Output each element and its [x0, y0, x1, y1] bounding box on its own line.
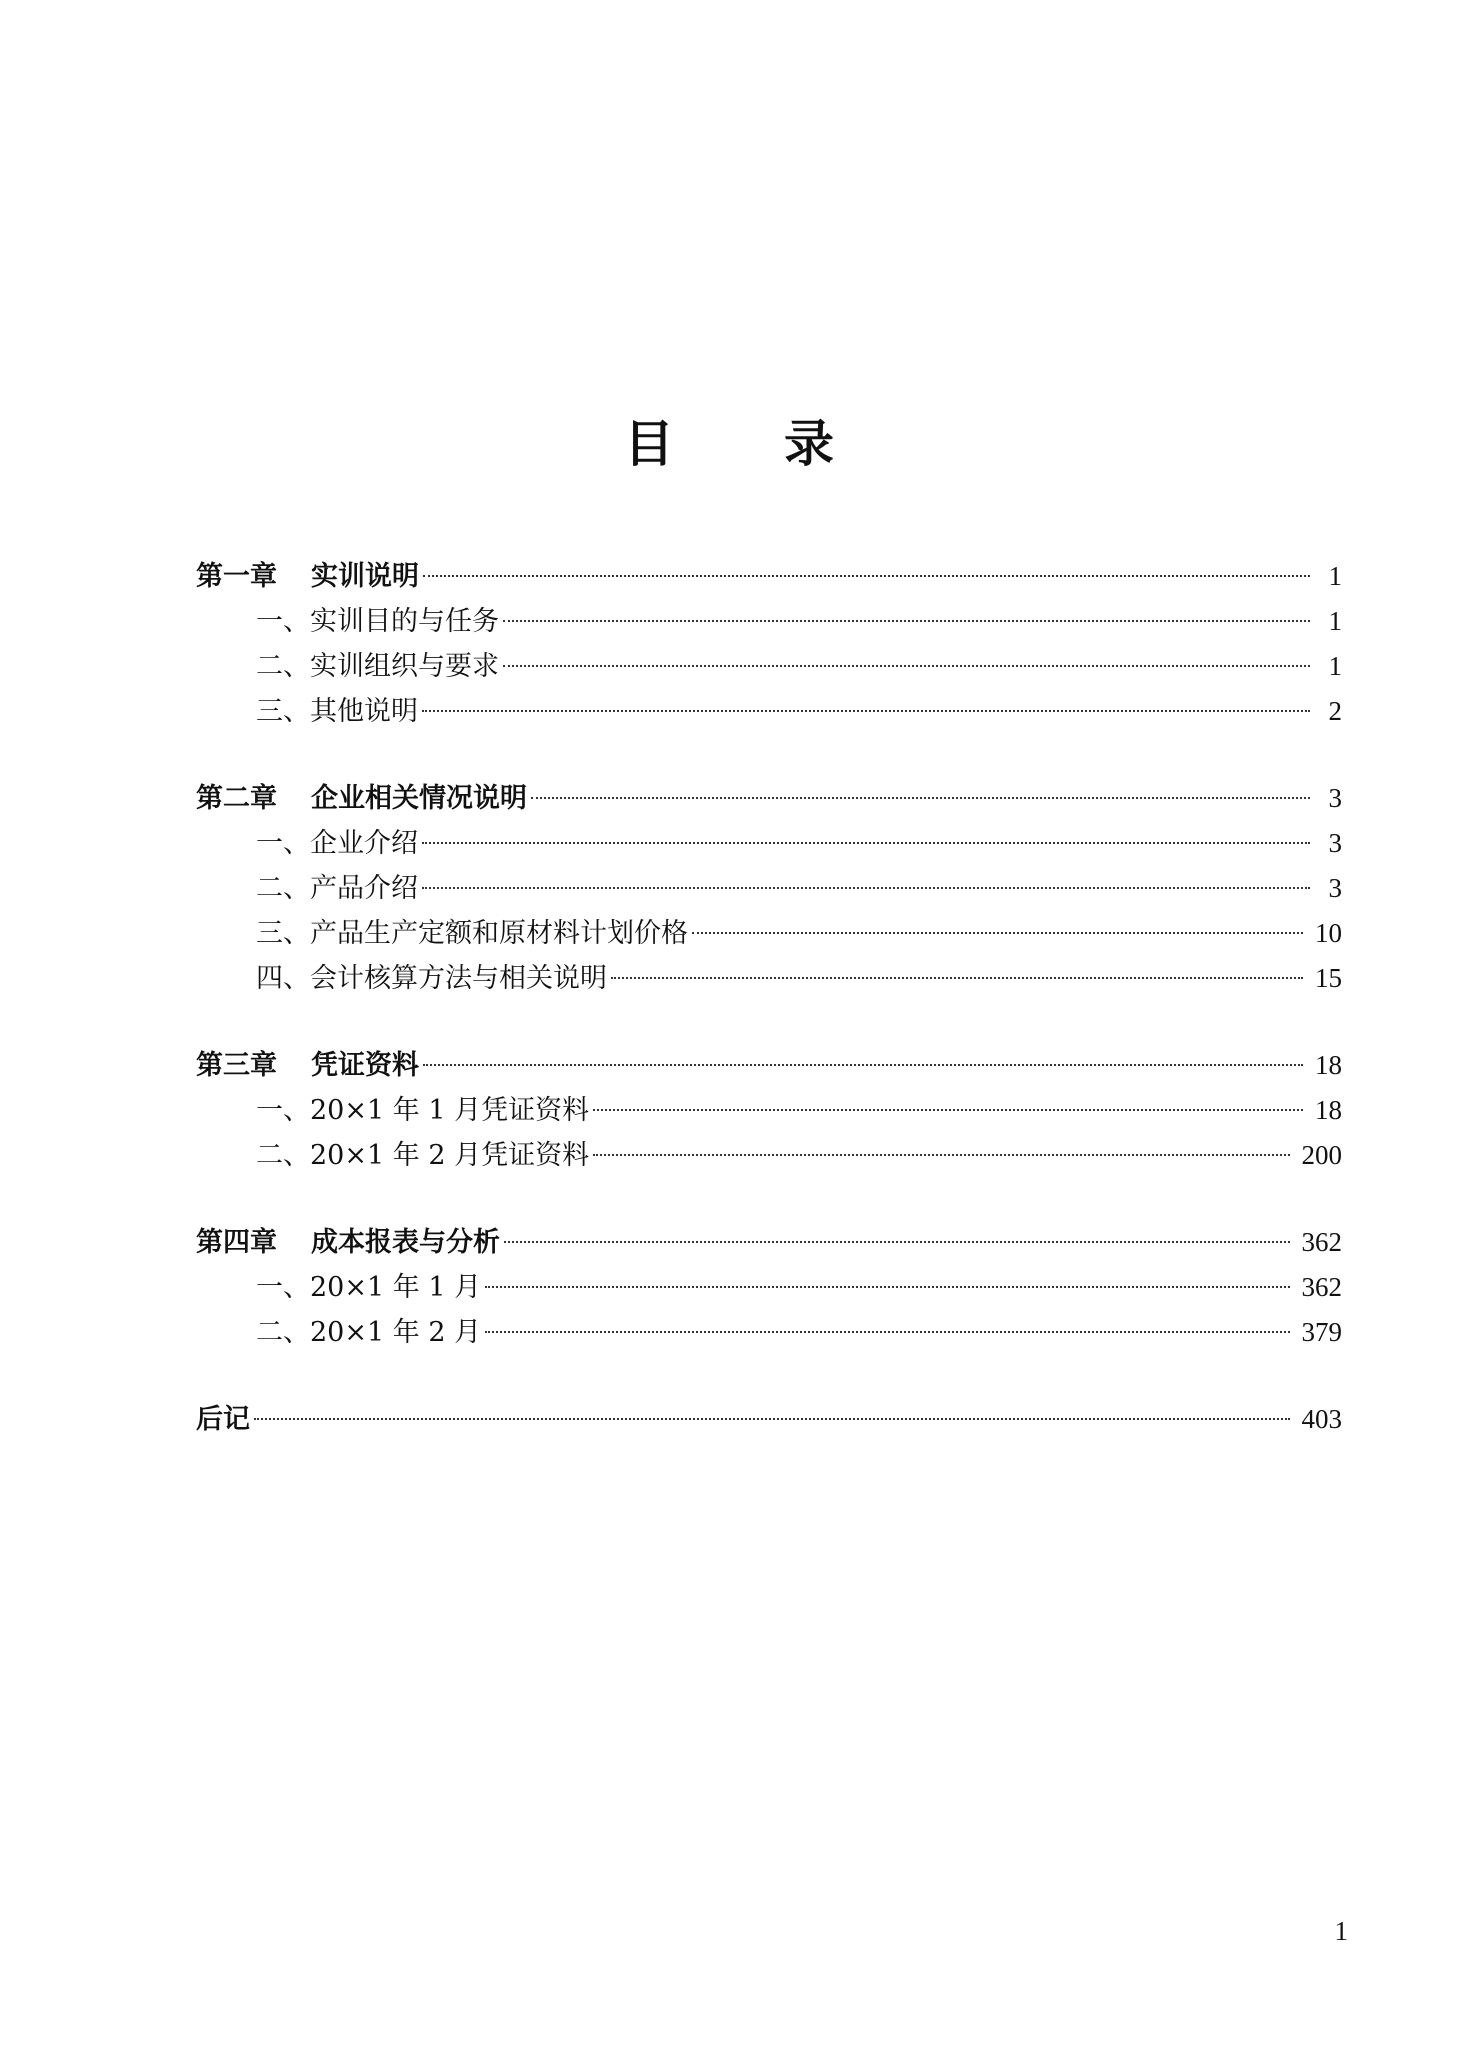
toc-afterword-row[interactable]	[196, 1397, 1342, 1442]
toc-item-title: 二、20×1 年 2 月	[256, 1317, 482, 1348]
toc-page-number: 362	[1301, 1272, 1342, 1302]
dot-leader	[503, 665, 1310, 667]
toc-section	[196, 554, 1342, 734]
toc-page-number: 18	[1315, 1050, 1342, 1080]
toc-item-row[interactable]	[196, 689, 1342, 734]
toc-page-number: 3	[1328, 873, 1342, 903]
dot-leader	[593, 1154, 1289, 1156]
toc-chapter-title: 成本报表与分析	[311, 1227, 500, 1258]
dot-leader	[423, 575, 1310, 577]
toc-item-row[interactable]	[196, 644, 1342, 689]
dot-leader	[503, 620, 1310, 622]
toc-page-number: 379	[1301, 1317, 1342, 1347]
dot-leader	[485, 1331, 1289, 1333]
toc-item-title: 一、实训目的与任务	[256, 606, 499, 637]
toc-item-row[interactable]	[196, 911, 1342, 956]
dot-leader	[611, 977, 1303, 979]
toc-item-title: 二、20×1 年 2 月凭证资料	[256, 1140, 590, 1171]
toc-item-title: 一、20×1 年 1 月凭证资料	[256, 1095, 590, 1126]
toc-item-row[interactable]	[196, 956, 1342, 1001]
toc-page-number: 15	[1315, 963, 1342, 993]
page-number: 1	[1334, 1916, 1348, 1946]
toc-page-number: 3	[1328, 828, 1342, 858]
toc-page-number: 10	[1315, 918, 1342, 948]
toc-section	[196, 1397, 1342, 1442]
toc-page-number: 1	[1328, 651, 1342, 681]
toc-item-row[interactable]	[196, 1088, 1342, 1133]
toc-chapter-row[interactable]	[196, 1043, 1342, 1088]
dot-leader	[485, 1286, 1289, 1288]
page-title: 目录	[624, 415, 944, 473]
dot-leader	[531, 797, 1310, 799]
toc-item-row[interactable]	[196, 866, 1342, 911]
toc-chapter-title: 凭证资料	[311, 1050, 419, 1081]
dot-leader	[254, 1418, 1290, 1420]
toc-chapter-row[interactable]	[196, 776, 1342, 821]
toc-chapter-title: 后记	[196, 1404, 250, 1435]
toc-chapter-number: 第三章	[196, 1050, 277, 1081]
toc-item-row[interactable]	[196, 821, 1342, 866]
toc-section	[196, 1220, 1342, 1355]
toc-chapter-number: 第一章	[196, 561, 277, 592]
toc-item-title: 一、企业介绍	[256, 828, 418, 859]
dot-leader	[422, 887, 1310, 889]
dot-leader	[422, 842, 1310, 844]
toc-chapter-label	[196, 554, 419, 599]
toc-item-title: 一、20×1 年 1 月	[256, 1272, 482, 1303]
toc-page-number: 3	[1328, 783, 1342, 813]
toc-item-title: 三、产品生产定额和原材料计划价格	[256, 918, 688, 949]
toc-item-title: 二、产品介绍	[256, 873, 418, 904]
toc-chapter-title: 企业相关情况说明	[311, 783, 527, 814]
toc-chapter-label	[196, 1043, 419, 1088]
toc-item-title: 三、其他说明	[256, 696, 418, 727]
toc-page-number: 200	[1301, 1140, 1342, 1170]
toc-page-number: 403	[1301, 1404, 1342, 1434]
toc-chapter-label	[196, 1220, 500, 1265]
toc-chapter-title: 实训说明	[311, 561, 419, 592]
dot-leader	[504, 1241, 1290, 1243]
dot-leader	[692, 932, 1303, 934]
toc-item-row[interactable]	[196, 1133, 1342, 1178]
toc-item-title: 四、会计核算方法与相关说明	[256, 963, 607, 994]
dot-leader	[423, 1064, 1303, 1066]
toc-page-number: 2	[1328, 696, 1342, 726]
toc-chapter-row[interactable]	[196, 1220, 1342, 1265]
toc-section	[196, 1043, 1342, 1178]
toc-section	[196, 776, 1342, 1001]
dot-leader	[422, 710, 1310, 712]
toc-page-number: 18	[1315, 1095, 1342, 1125]
toc-page-number: 362	[1301, 1227, 1342, 1257]
toc-item-row[interactable]	[196, 1265, 1342, 1310]
dot-leader	[593, 1109, 1303, 1111]
toc-chapter-label	[196, 776, 527, 821]
toc-page-number: 1	[1328, 606, 1342, 636]
toc-page-number: 1	[1328, 561, 1342, 591]
toc-chapter-number: 第二章	[196, 783, 277, 814]
toc-item-title: 二、实训组织与要求	[256, 651, 499, 682]
toc-chapter-number: 第四章	[196, 1227, 277, 1258]
toc-item-row[interactable]	[196, 1310, 1342, 1355]
toc-chapter-row[interactable]	[196, 554, 1342, 599]
toc-item-row[interactable]	[196, 599, 1342, 644]
table-of-contents	[196, 554, 1342, 1484]
